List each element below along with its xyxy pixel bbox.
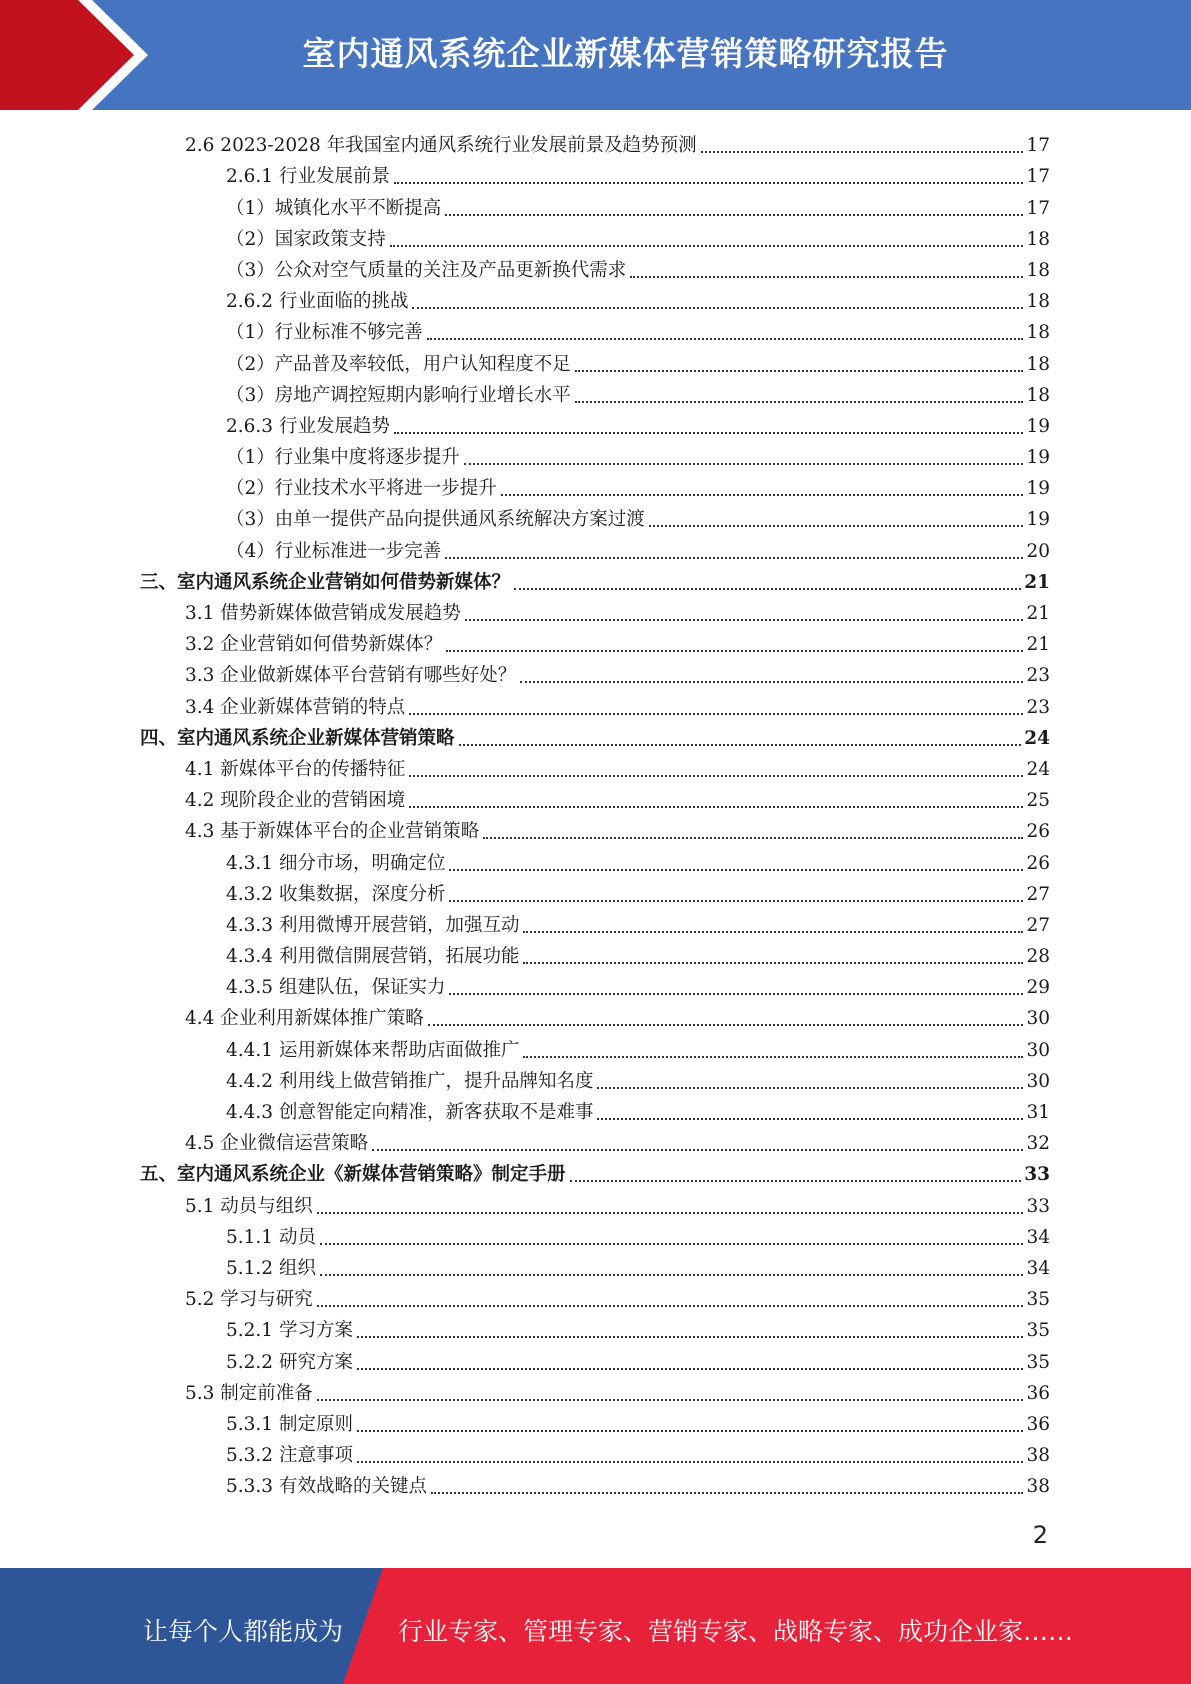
footer-slogan-right: 行业专家、管理专家、营销专家、战略专家、成功企业家…… bbox=[398, 1617, 1074, 1646]
toc-entry[interactable] bbox=[140, 1440, 1050, 1471]
toc-entry-page-number: 36 bbox=[1026, 1382, 1050, 1404]
toc-entry-page-number: 30 bbox=[1026, 1008, 1050, 1030]
toc-dot-leader bbox=[630, 275, 1023, 278]
toc-entry-title: （1）行业集中度将逐步提升 bbox=[226, 447, 460, 469]
toc-entry-page-number: 34 bbox=[1026, 1257, 1050, 1279]
toc-entry[interactable] bbox=[140, 161, 1050, 192]
toc-entry-page-number: 21 bbox=[1026, 603, 1050, 624]
toc-entry-page-number: 18 bbox=[1026, 353, 1050, 375]
toc-entry[interactable] bbox=[140, 1190, 1050, 1221]
toc-entry-title: 3.3 企业做新媒体平台营销有哪些好处？ bbox=[185, 665, 517, 687]
toc-entry[interactable] bbox=[140, 1315, 1050, 1346]
toc-dot-leader bbox=[597, 1117, 1023, 1120]
toc-entry[interactable] bbox=[140, 1284, 1050, 1315]
toc-dot-leader bbox=[483, 836, 1023, 839]
toc-entry[interactable] bbox=[140, 567, 1050, 598]
toc-entry-title: 3.2 企业营销如何借势新媒体？ bbox=[185, 634, 443, 656]
toc-entry-page-number: 19 bbox=[1026, 478, 1050, 500]
toc-dot-leader bbox=[428, 1023, 1024, 1026]
toc-entry-page-number: 17 bbox=[1026, 135, 1050, 157]
toc-entry-title: 5.3.3 有效战略的关键点 bbox=[226, 1476, 427, 1498]
toc-entry-title: 4.4 企业利用新媒体推广策略 bbox=[185, 1008, 424, 1030]
toc-entry-title: 5.1 动员与组织 bbox=[185, 1195, 313, 1217]
toc-entry-page-number: 19 bbox=[1026, 509, 1050, 531]
toc-dot-leader bbox=[445, 556, 1023, 559]
toc-dot-leader bbox=[372, 1148, 1023, 1151]
toc-entry-title: 5.3.1 制定原则 bbox=[226, 1413, 353, 1435]
toc-entry-page-number: 20 bbox=[1026, 540, 1050, 562]
toc-dot-leader bbox=[520, 680, 1023, 683]
toc-entry-title: 5.1.1 动员 bbox=[226, 1226, 316, 1248]
toc-dot-leader bbox=[449, 868, 1023, 871]
toc-entry[interactable] bbox=[140, 972, 1050, 1003]
toc-dot-leader bbox=[464, 462, 1024, 465]
toc-dot-leader bbox=[317, 1398, 1024, 1401]
toc-entry-title: 4.3.2 收集数据，深度分析 bbox=[226, 883, 446, 905]
toc-entry-page-number: 21 bbox=[1026, 634, 1050, 656]
toc-entry-title: （2）行业技术水平将进一步提升 bbox=[226, 478, 497, 500]
toc-entry[interactable] bbox=[140, 847, 1050, 878]
toc-entry[interactable] bbox=[140, 629, 1050, 660]
toc-dot-leader bbox=[570, 1179, 1022, 1182]
toc-entry-page-number: 30 bbox=[1026, 1070, 1050, 1092]
toc-entry[interactable] bbox=[140, 348, 1050, 379]
toc-dot-leader bbox=[501, 493, 1024, 496]
toc-entry-page-number: 28 bbox=[1026, 946, 1050, 968]
toc-entry[interactable] bbox=[140, 1222, 1050, 1253]
toc-entry[interactable] bbox=[140, 754, 1050, 785]
toc-entry-page-number: 18 bbox=[1026, 291, 1050, 313]
toc-entry[interactable] bbox=[140, 691, 1050, 722]
toc-entry[interactable] bbox=[140, 598, 1050, 629]
toc-entry-page-number: 24 bbox=[1026, 758, 1050, 780]
toc-entry[interactable] bbox=[140, 941, 1050, 972]
toc-entry[interactable] bbox=[140, 1159, 1050, 1190]
toc-entry-title: 4.3.1 细分市场，明确定位 bbox=[226, 852, 446, 874]
toc-entry-title: 3.1 借势新媒体做营销成发展趋势 bbox=[185, 603, 461, 624]
toc-entry[interactable] bbox=[140, 1066, 1050, 1097]
toc-entry-title: 4.4.3 创意智能定向精准，新客获取不是难事 bbox=[226, 1102, 594, 1123]
toc-entry-page-number: 33 bbox=[1026, 1195, 1050, 1217]
toc-dot-leader bbox=[409, 805, 1023, 808]
toc-entry-title: （2）产品普及率较低，用户认知程度不足 bbox=[226, 353, 571, 375]
toc-entry-page-number: 30 bbox=[1026, 1039, 1050, 1061]
toc-dot-leader bbox=[394, 181, 1023, 184]
toc-dot-leader bbox=[701, 150, 1024, 153]
toc-dot-leader bbox=[412, 306, 1023, 309]
toc-dot-leader bbox=[445, 213, 1023, 216]
toc-entry[interactable] bbox=[140, 910, 1050, 941]
report-title: 室内通风系统企业新媒体营销策略研究报告 bbox=[302, 34, 949, 73]
toc-entry[interactable] bbox=[140, 411, 1050, 442]
toc-dot-leader bbox=[575, 369, 1024, 372]
toc-entry[interactable] bbox=[140, 1097, 1050, 1128]
toc-dot-leader bbox=[449, 899, 1023, 902]
toc-entry[interactable] bbox=[140, 1034, 1050, 1065]
toc-entry-page-number: 23 bbox=[1026, 696, 1050, 718]
toc-entry[interactable] bbox=[140, 1128, 1050, 1159]
toc-entry[interactable] bbox=[140, 1253, 1050, 1284]
toc-entry-page-number: 18 bbox=[1026, 384, 1050, 406]
toc-dot-leader bbox=[523, 1055, 1023, 1058]
toc-entry-page-number: 35 bbox=[1026, 1289, 1050, 1311]
toc-entry-title: 三、室内通风系统企业营销如何借势新媒体？ bbox=[140, 571, 511, 593]
toc-entry-title: 5.2 学习与研究 bbox=[185, 1289, 313, 1311]
toc-entry-page-number: 27 bbox=[1026, 883, 1050, 905]
toc-entry-page-number: 17 bbox=[1026, 197, 1050, 219]
toc-entry[interactable] bbox=[140, 504, 1050, 535]
toc-dot-leader bbox=[357, 1367, 1024, 1370]
toc-entry-title: 4.3 基于新媒体平台的企业营销策略 bbox=[185, 821, 480, 843]
toc-entry[interactable] bbox=[140, 255, 1050, 286]
toc-entry-page-number: 27 bbox=[1026, 914, 1050, 936]
toc-entry[interactable] bbox=[140, 224, 1050, 255]
toc-entry[interactable] bbox=[140, 816, 1050, 847]
toc-entry[interactable] bbox=[140, 442, 1050, 473]
toc-entry-title: 4.4.1 运用新媒体来帮助店面做推广 bbox=[226, 1039, 520, 1061]
toc-entry-title: 5.3 制定前准备 bbox=[185, 1382, 313, 1404]
toc-dot-leader bbox=[357, 1460, 1024, 1463]
toc-entry[interactable] bbox=[140, 317, 1050, 348]
toc-entry-title: （1）城镇化水平不断提高 bbox=[226, 197, 442, 219]
toc-entry[interactable] bbox=[140, 130, 1050, 161]
toc-dot-leader bbox=[409, 774, 1023, 777]
toc-dot-leader bbox=[649, 524, 1024, 527]
toc-entry-page-number: 29 bbox=[1026, 977, 1050, 999]
toc-entry-page-number: 18 bbox=[1026, 228, 1050, 250]
toc-dot-leader bbox=[523, 961, 1023, 964]
table-of-contents bbox=[140, 130, 1050, 1502]
toc-entry[interactable] bbox=[140, 1003, 1050, 1034]
toc-entry-title: 5.2.1 学习方案 bbox=[226, 1320, 353, 1342]
toc-entry-page-number: 26 bbox=[1026, 852, 1050, 874]
toc-entry[interactable] bbox=[140, 879, 1050, 910]
toc-dot-leader bbox=[597, 1086, 1023, 1089]
toc-entry[interactable] bbox=[140, 1409, 1050, 1440]
toc-entry-page-number: 35 bbox=[1026, 1320, 1050, 1342]
toc-dot-leader bbox=[320, 1273, 1024, 1276]
toc-entry-page-number: 35 bbox=[1026, 1351, 1050, 1373]
toc-entry[interactable] bbox=[140, 535, 1050, 566]
toc-entry[interactable] bbox=[140, 473, 1050, 504]
toc-entry-page-number: 18 bbox=[1026, 259, 1050, 281]
toc-entry-title: （3）由单一提供产品向提供通风系统解决方案过渡 bbox=[226, 509, 645, 531]
toc-entry-title: 2.6.3 行业发展趋势 bbox=[226, 415, 390, 437]
toc-dot-leader bbox=[523, 930, 1023, 933]
toc-entry-page-number: 19 bbox=[1026, 447, 1050, 469]
toc-entry[interactable] bbox=[140, 1471, 1050, 1502]
page-footer bbox=[0, 1568, 1191, 1684]
page-header bbox=[0, 0, 1191, 110]
toc-entry-title: 4.3.5 组建队伍，保证实力 bbox=[226, 977, 446, 999]
toc-entry[interactable] bbox=[140, 286, 1050, 317]
toc-entry-page-number: 21 bbox=[1024, 571, 1050, 593]
toc-entry-page-number: 17 bbox=[1026, 166, 1050, 188]
toc-entry[interactable] bbox=[140, 1346, 1050, 1377]
toc-entry[interactable] bbox=[140, 660, 1050, 691]
toc-entry-title: 2.6 2023-2028 年我国室内通风系统行业发展前景及趋势预测 bbox=[185, 135, 697, 157]
toc-entry[interactable] bbox=[140, 380, 1050, 411]
toc-entry-title: 5.2.2 研究方案 bbox=[226, 1351, 353, 1373]
toc-entry-page-number: 34 bbox=[1026, 1226, 1050, 1248]
toc-entry-page-number: 23 bbox=[1026, 665, 1050, 687]
toc-entry[interactable] bbox=[140, 723, 1050, 754]
toc-entry-title: 5.3.2 注意事项 bbox=[226, 1445, 353, 1467]
toc-dot-leader bbox=[459, 743, 1022, 746]
toc-dot-leader bbox=[409, 712, 1023, 715]
toc-dot-leader bbox=[446, 649, 1023, 652]
toc-entry-title: 4.3.4 利用微信開展营销，拓展功能 bbox=[226, 946, 520, 968]
toc-dot-leader bbox=[317, 1304, 1024, 1307]
toc-entry-page-number: 38 bbox=[1026, 1476, 1050, 1498]
toc-entry-title: （3）公众对空气质量的关注及产品更新换代需求 bbox=[226, 259, 627, 281]
toc-dot-leader bbox=[320, 1242, 1024, 1245]
toc-entry[interactable] bbox=[140, 1378, 1050, 1409]
toc-dot-leader bbox=[514, 587, 1021, 590]
toc-entry-page-number: 32 bbox=[1026, 1133, 1050, 1155]
toc-entry-title: 四、室内通风系统企业新媒体营销策略 bbox=[140, 727, 455, 749]
toc-entry-page-number: 18 bbox=[1026, 322, 1050, 344]
toc-entry-title: 4.5 企业微信运营策略 bbox=[185, 1133, 369, 1155]
toc-entry-title: 4.4.2 利用线上做营销推广，提升品牌知名度 bbox=[226, 1070, 594, 1092]
toc-entry-title: （2）国家政策支持 bbox=[226, 228, 386, 250]
toc-entry-title: （4）行业标准进一步完善 bbox=[226, 540, 442, 562]
toc-entry-title: 3.4 企业新媒体营销的特点 bbox=[185, 696, 406, 718]
toc-dot-leader bbox=[465, 618, 1024, 621]
toc-entry-page-number: 19 bbox=[1026, 415, 1050, 437]
toc-dot-leader bbox=[449, 992, 1023, 995]
toc-dot-leader bbox=[357, 1335, 1024, 1338]
toc-entry-title: 4.1 新媒体平台的传播特征 bbox=[185, 758, 406, 780]
toc-entry-title: 4.3.3 利用微博开展营销，加强互动 bbox=[226, 914, 520, 936]
toc-entry[interactable] bbox=[140, 192, 1050, 223]
toc-dot-leader bbox=[394, 431, 1023, 434]
toc-entry-page-number: 36 bbox=[1026, 1413, 1050, 1435]
toc-entry-title: （3）房地产调控短期内影响行业增长水平 bbox=[226, 384, 571, 406]
footer-slogan-left: 让每个人都能成为 bbox=[143, 1617, 344, 1646]
toc-entry[interactable] bbox=[140, 785, 1050, 816]
toc-dot-leader bbox=[390, 244, 1024, 247]
toc-entry-title: 五、室内通风系统企业《新媒体营销策略》制定手册 bbox=[140, 1164, 566, 1186]
toc-entry-page-number: 24 bbox=[1024, 727, 1050, 749]
toc-dot-leader bbox=[357, 1429, 1024, 1432]
toc-entry-page-number: 38 bbox=[1026, 1445, 1050, 1467]
toc-entry-title: 2.6.1 行业发展前景 bbox=[226, 166, 390, 188]
toc-entry-title: 2.6.2 行业面临的挑战 bbox=[226, 291, 409, 313]
toc-entry-title: 4.2 现阶段企业的营销困境 bbox=[185, 790, 406, 812]
toc-dot-leader bbox=[575, 400, 1024, 403]
toc-entry-page-number: 31 bbox=[1026, 1102, 1050, 1123]
toc-dot-leader bbox=[431, 1491, 1023, 1494]
toc-entry-title: （1）行业标准不够完善 bbox=[226, 322, 423, 344]
page-number: 2 bbox=[1032, 1521, 1048, 1549]
toc-dot-leader bbox=[317, 1211, 1024, 1214]
toc-dot-leader bbox=[427, 337, 1024, 340]
toc-entry-page-number: 25 bbox=[1026, 790, 1050, 812]
toc-entry-page-number: 26 bbox=[1026, 821, 1050, 843]
toc-entry-page-number: 33 bbox=[1024, 1164, 1050, 1186]
toc-entry-title: 5.1.2 组织 bbox=[226, 1257, 316, 1279]
